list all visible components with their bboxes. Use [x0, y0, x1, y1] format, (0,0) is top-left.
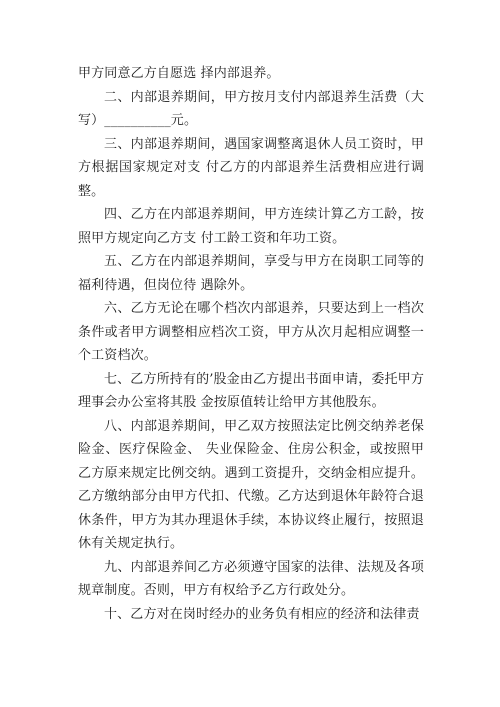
paragraph-clause-6: 六、乙方无论在哪个档次内部退养，只要达到上一档次条件或者甲方调整相应档次工资，甲方从次月起相应调整一个工资档次。 [78, 301, 424, 363]
paragraph-clause-2: 二、内部退养期间，甲方按月支付内部退养生活费（大写）__________元。 [78, 89, 424, 128]
paragraph-clause-3: 三、内部退养期间，遇国家调整离退休人员工资时，甲方根据国家规定对支 付乙方的内部退养生活费相应进行调整。 [78, 136, 424, 199]
paragraph-clause-8: 八、内部退养期间，甲乙双方按照法定比例交纳养老保险金、医疗保险金、 失业保险金、住房公积金，或按照甲乙方原来规定比例交纳。遇到工资提升，交纳金相应提升。乙方缴纳部分由甲方代扣、代缴。乙方达到退休年龄符合退休条件，甲方为其办理退休手续，本协议终止履行，按照退休有关规定执行。 [78, 418, 424, 551]
paragraph-clause-9: 九、内部退养间乙方必须遵守国家的法律、法规及各项规章制度。否则，甲方有权给予乙方行政处分。 [78, 559, 424, 598]
paragraph-clause-10: 十、乙方对在岗时经办的业务负有相应的经济和法律责 [104, 606, 420, 622]
paragraph-clause-7: 七、乙方所持有的’股金由乙方提出书面申请，委托甲方理事会办公室将其股 金按原值转让给甲方其他股东。 [78, 371, 424, 410]
paragraph-1: 甲方同意乙方自愿选 择内部退养。 [78, 66, 280, 81]
paragraph-clause-4: 四、乙方在内部退养期间，甲方连续计算乙方工龄，按照甲方规定向乙方支 付工龄工资和年功工资。 [78, 207, 424, 246]
document-body [78, 62, 424, 626]
paragraph-clause-5: 五、乙方在内部退养期间，享受与甲方在岗职工同等的福利待遇，但岗位待 遇除外。 [78, 254, 424, 293]
